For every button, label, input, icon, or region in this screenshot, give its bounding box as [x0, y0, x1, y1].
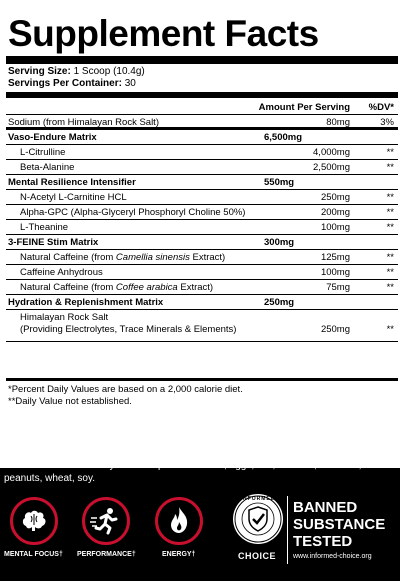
table-row: [6, 130, 398, 145]
serving-size: Serving Size: 1 Scoop (10.4g): [8, 66, 145, 77]
badge-label: ENERGY†: [162, 551, 196, 558]
informed-choice-url[interactable]: www.informed-choice.org: [293, 553, 372, 560]
table-row: [6, 220, 398, 235]
table-row: [6, 250, 398, 265]
informed-choice-logo: [233, 494, 283, 544]
divider: [6, 378, 398, 381]
tested-line: TESTED: [293, 533, 353, 550]
table-row: [6, 280, 398, 295]
row-name: Alpha-GPC (Alpha-Glyceryl Phosphoryl Choline 50%): [20, 207, 246, 218]
row-dv: 3%: [380, 117, 394, 128]
table-row: [6, 190, 398, 205]
row-name: L-Citrulline: [20, 147, 66, 158]
row-name: N-Acetyl L-Carnitine HCL: [20, 192, 127, 203]
row-dv: **: [386, 252, 394, 263]
row-name: Hydration & Replenishment Matrix: [8, 297, 164, 308]
row-dv: **: [386, 282, 394, 293]
row-dv: **: [386, 147, 394, 158]
ring-text: INFORMED: [240, 496, 276, 502]
footnote-not-established: **Daily Value not established.: [8, 396, 132, 407]
banned-line: BANNED: [293, 499, 358, 516]
row-amount: 100mg: [320, 222, 350, 233]
row-amount: 6,500mg: [264, 132, 303, 143]
table-row: [6, 145, 398, 160]
table-row: [6, 295, 398, 310]
table-row: [6, 310, 398, 342]
divider: [287, 496, 288, 564]
row-name: Beta-Alanine: [20, 162, 75, 173]
row-name: L-Theanine: [20, 222, 69, 233]
row-name: Sodium (from Himalayan Rock Salt): [8, 117, 159, 128]
row-amount: 250mg: [320, 324, 350, 335]
row-amount: 75mg: [326, 282, 350, 293]
table-header: [6, 100, 398, 115]
performance-badge: [82, 497, 130, 545]
dv-header: %DV*: [368, 102, 394, 113]
row-amount: 250mg: [320, 192, 350, 203]
row-amount: 550mg: [264, 177, 295, 188]
table-row: [6, 175, 398, 190]
page-title: Supplement Facts: [8, 13, 319, 54]
row-dv: **: [386, 207, 394, 218]
divider: [6, 92, 398, 98]
table-row: [6, 265, 398, 280]
footnote-dv: *Percent Daily Values are based on a 2,000 calorie diet.: [8, 384, 243, 395]
row-amount: 125mg: [320, 252, 350, 263]
substance-line: SUBSTANCE: [293, 516, 386, 533]
other-ingredients-2: Calcium Silicate, Silicon Dioxide, Sucralose.: [4, 433, 200, 444]
other-ingredients: Other Ingredients: Citric Acid, Malic Acid, Resistant Maltodextrin, Natural Flavors,: [4, 420, 370, 431]
servings-per-container: Servings Per Container: 30: [8, 78, 136, 89]
row-dv: **: [386, 324, 394, 335]
allergen-statement: Manufactured in a facility that also processes milk, eggs, fish, shellfish, tree nuts,: [4, 460, 362, 471]
energy-badge: [155, 497, 203, 545]
row-name-detail: (Providing Electrolytes, Trace Minerals & Elements): [20, 324, 237, 335]
row-amount: 2,500mg: [313, 162, 350, 173]
row-name: Mental Resilience Intensifier: [8, 177, 136, 188]
flame-icon: [158, 500, 200, 542]
choice-text: CHOICE: [238, 551, 277, 561]
row-amount: 250mg: [264, 297, 295, 308]
row-name: Vaso-Endure Matrix: [8, 132, 97, 143]
allergen-statement-2: peanuts, wheat, soy.: [4, 473, 95, 484]
mental-focus-badge: [10, 497, 58, 545]
row-name: Natural Caffeine (from Coffee arabica Extract): [20, 282, 214, 293]
brain-icon: [13, 500, 55, 542]
row-name: 3-FEINE Stim Matrix: [8, 237, 99, 248]
badge-label: MENTAL FOCUS†: [4, 551, 63, 558]
divider: [6, 56, 398, 64]
row-amount: 300mg: [264, 237, 295, 248]
table-row: [6, 205, 398, 220]
runner-icon: [85, 500, 127, 542]
row-name: Caffeine Anhydrous: [20, 267, 103, 278]
amount-header: Amount Per Serving: [258, 102, 350, 113]
table-row: [6, 235, 398, 250]
row-amount: 200mg: [320, 207, 350, 218]
badge-label: PERFORMANCE†: [77, 551, 136, 558]
row-name: Himalayan Rock Salt: [20, 312, 109, 323]
table-row: [6, 160, 398, 175]
row-dv: **: [386, 192, 394, 203]
row-dv: **: [386, 162, 394, 173]
row-name: Natural Caffeine (from Camellia sinensis Extract): [20, 252, 226, 263]
row-amount: 4,000mg: [313, 147, 350, 158]
table-row: [6, 115, 398, 130]
row-dv: **: [386, 267, 394, 278]
row-amount: 100mg: [320, 267, 350, 278]
row-amount: 80mg: [326, 117, 350, 128]
row-dv: **: [386, 222, 394, 233]
